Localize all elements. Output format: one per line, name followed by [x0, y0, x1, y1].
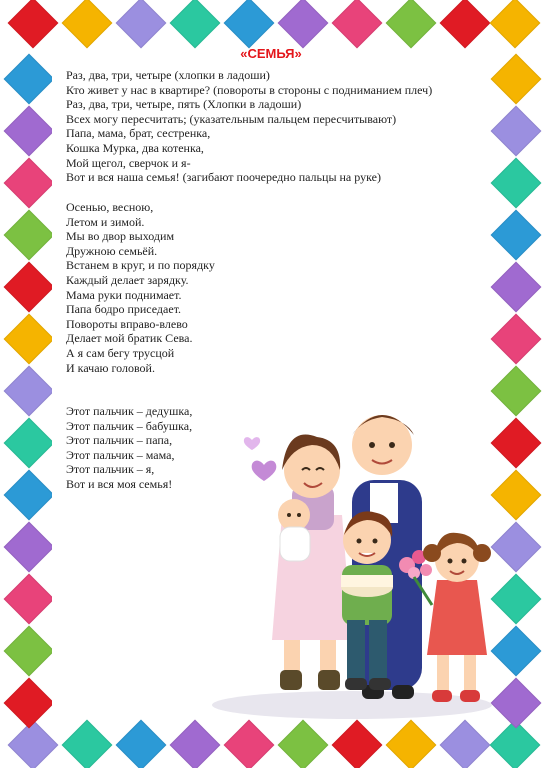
poem-title: «СЕМЬЯ» — [240, 46, 302, 61]
poem-line: И качаю головой. — [66, 360, 155, 375]
border-diamond — [62, 0, 113, 48]
border-diamond — [4, 54, 55, 105]
family-illustration — [202, 365, 492, 720]
border-diamond — [8, 720, 59, 768]
poem-block-1 — [66, 68, 432, 185]
border-diamond — [491, 678, 542, 729]
border-diamond — [491, 314, 542, 365]
border-diamond — [491, 210, 542, 261]
poem-line: Дружною семьёй. — [66, 243, 158, 258]
girl-figure — [423, 533, 491, 702]
border-diamond — [332, 0, 383, 48]
border-diamond — [4, 574, 55, 625]
poem-line: Этот пальчик – я, — [66, 462, 155, 477]
baby-figure — [278, 499, 310, 561]
border-diamond — [4, 626, 55, 677]
border-diamond — [386, 0, 437, 48]
border-diamond — [4, 678, 55, 729]
poem-line: Повороты вправо-влево — [66, 316, 188, 331]
poem-line: Этот пальчик – бабушка, — [66, 418, 193, 433]
border-diamond — [332, 720, 383, 768]
border-diamond — [490, 0, 541, 48]
border-diamond — [4, 522, 55, 573]
poem-line: Мы во двор выходим — [66, 229, 175, 244]
poem-block-3 — [66, 404, 192, 492]
poem-line: А я сам бегу трусцой — [66, 345, 175, 360]
border-diamond — [4, 314, 55, 365]
poem-line: Кто живет у нас в квартире? (повороты в стороны с подниманием плеч) — [66, 82, 433, 97]
poem-line: Этот пальчик – мама, — [66, 447, 175, 462]
mother-figure — [272, 434, 352, 690]
border-diamond — [491, 418, 542, 469]
heart-icon — [244, 437, 260, 450]
border-diamond — [4, 470, 55, 521]
poem-line: Кошка Мурка, два котенка, — [66, 140, 204, 155]
border-diamond — [491, 366, 542, 417]
heart-icon — [252, 461, 277, 481]
border-diamond — [4, 418, 55, 469]
poem-line: Папа бодро приседает. — [66, 302, 182, 317]
poem-line: Встанем в круг, и по порядку — [66, 258, 215, 273]
poem-line: Летом и зимой. — [66, 214, 145, 229]
border-diamond — [4, 262, 55, 313]
poem-line: Вот и вся наша семья! (загибают поочередно пальцы на руке) — [66, 170, 381, 185]
poem-line: Раз, два, три, четыре, пять (Хлопки в ладоши) — [66, 97, 302, 112]
border-diamond — [491, 54, 542, 105]
border-diamond — [491, 522, 542, 573]
border-diamond — [440, 0, 491, 48]
border-diamond — [440, 720, 491, 768]
border-diamond — [278, 0, 329, 48]
poem-line: Мой щегол, сверчок и я- — [66, 155, 191, 170]
poem-line: Раз, два, три, четыре (хлопки в ладоши) — [66, 68, 270, 82]
border-diamond — [170, 720, 221, 768]
poem-block-2 — [66, 200, 215, 375]
border-diamond — [4, 366, 55, 417]
poem-line: Осенью, весною, — [66, 200, 154, 214]
poem-line: Делает мой братик Сева. — [66, 331, 193, 346]
border-diamond — [386, 720, 437, 768]
border-diamond — [491, 158, 542, 209]
border-diamond — [4, 210, 55, 261]
border-diamond — [491, 626, 542, 677]
border-diamond — [116, 0, 167, 48]
border-diamond — [4, 106, 55, 157]
border-diamond — [170, 0, 221, 48]
content-area — [52, 46, 490, 716]
poem-line: Этот пальчик – дедушка, — [66, 404, 193, 418]
border-diamond — [116, 720, 167, 768]
border-diamond — [491, 106, 542, 157]
poem-line: Всех могу пересчитать; (указательным пальцем пересчитывают) — [66, 111, 397, 126]
border-diamond — [491, 574, 542, 625]
border-diamond — [4, 158, 55, 209]
border-diamond — [224, 0, 275, 48]
border-diamond — [491, 470, 542, 521]
poem-line: Каждый делает зарядку. — [66, 272, 189, 287]
border-diamond — [278, 720, 329, 768]
poem-line: Мама руки поднимает. — [66, 287, 182, 302]
poem-line: Папа, мама, брат, сестренка, — [66, 126, 211, 141]
poem-line: Вот и вся моя семья! — [66, 476, 173, 491]
poem-line: Этот пальчик – папа, — [66, 433, 173, 448]
border-diamond — [62, 720, 113, 768]
border-diamond — [224, 720, 275, 768]
border-diamond — [491, 262, 542, 313]
border-diamond — [8, 0, 59, 48]
